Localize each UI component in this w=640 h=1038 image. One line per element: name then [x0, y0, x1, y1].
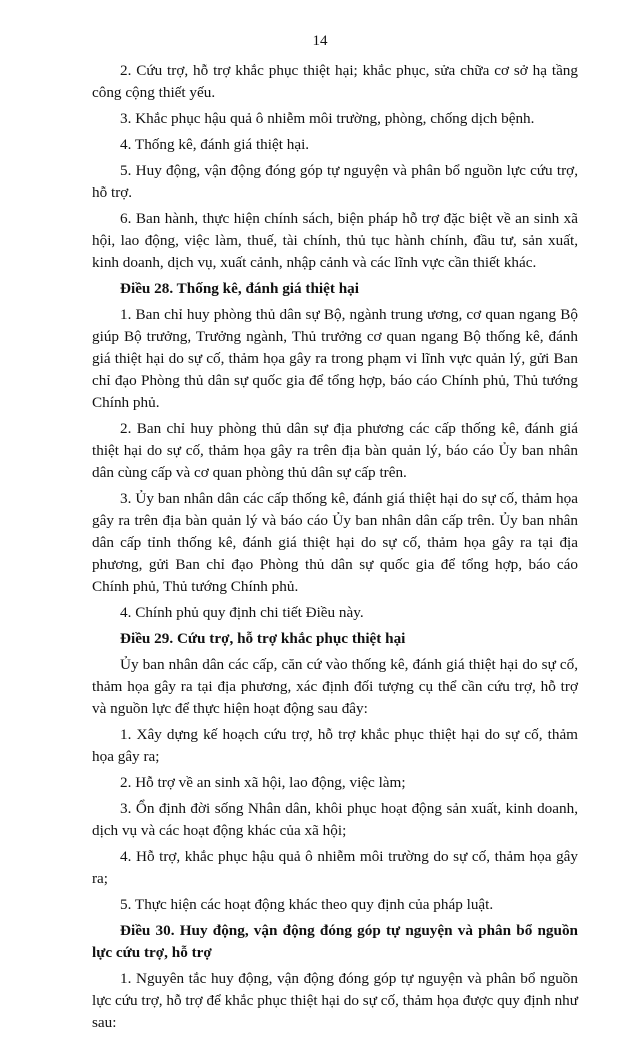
paragraph: 3. Ủy ban nhân dân các cấp thống kê, đánh giá thiệt hại do sự cố, thảm họa gây ra trên địa bàn quản lý và báo cáo Ủy ban nhân dân cấp trên. Ủy ban nhân dân cấp tỉnh thống kê, đánh giá thiệt hại do sự cố, thảm họa gây ra tại địa phương, gửi Ban chỉ đạo Phòng thủ dân sự quốc gia để tổng hợp, báo cáo Chính phủ, Thủ tướng Chính phủ.: [92, 490, 578, 595]
paragraph: 6. Ban hành, thực hiện chính sách, biện pháp hỗ trợ đặc biệt về an sinh xã hội, lao động, việc làm, thuế, tài chính, thủ tục hành chính, đầu tư, sản xuất, kinh doanh, dịch vụ, xuất cảnh, nhập cảnh và các lĩnh vực cần thiết khác.: [92, 210, 578, 271]
article-heading: Điều 28. Thống kê, đánh giá thiệt hại: [120, 280, 359, 297]
paragraph: 2. Hỗ trợ về an sinh xã hội, lao động, việc làm;: [120, 774, 406, 791]
paragraph: 5. Huy động, vận động đóng góp tự nguyện và phân bổ nguồn lực cứu trợ, hỗ trợ.: [92, 162, 578, 201]
paragraph: 2. Ban chỉ huy phòng thủ dân sự địa phương các cấp thống kê, đánh giá thiệt hại do sự cố, thảm họa gây ra trên địa bàn quản lý, báo cáo Ủy ban nhân dân cùng cấp và cơ quan phòng thủ dân sự cấp trên.: [92, 420, 578, 481]
paragraph: 4. Hỗ trợ, khắc phục hậu quả ô nhiễm môi trường do sự cố, thảm họa gây ra;: [92, 848, 578, 887]
paragraph: 3. Khắc phục hậu quả ô nhiễm môi trường, phòng, chống dịch bệnh.: [120, 110, 535, 127]
paragraph: 5. Thực hiện các hoạt động khác theo quy định của pháp luật.: [120, 896, 494, 913]
paragraph: 1. Ban chỉ huy phòng thủ dân sự Bộ, ngành trung ương, cơ quan ngang Bộ giúp Bộ trưởng, Trưởng ngành, Thủ trưởng cơ quan ngang Bộ thống kê, đánh giá thiệt hại do sự cố, thảm họa gây ra trong phạm vi lĩnh vực quản lý, gửi Ban chỉ đạo Phòng thủ dân sự quốc gia để tổng hợp, báo cáo Chính phủ, Thủ tướng Chính phủ.: [92, 306, 578, 411]
paragraph: Ủy ban nhân dân các cấp, căn cứ vào thống kê, đánh giá thiệt hại do sự cố, thảm họa gây ra tại địa phương, xác định đối tượng cụ thể cần cứu trợ, hỗ trợ và nguồn lực để thực hiện hoạt động sau đây:: [92, 656, 578, 717]
paragraph: 4. Chính phủ quy định chi tiết Điều này.: [120, 604, 364, 621]
article-heading: Điều 30. Huy động, vận động đóng góp tự nguyện và phân bổ nguồn lực cứu trợ, hỗ trợ: [92, 922, 578, 961]
document-body: [92, 60, 578, 1038]
paragraph: 1. Xây dựng kế hoạch cứu trợ, hỗ trợ khắc phục thiệt hại do sự cố, thảm họa gây ra;: [92, 726, 578, 765]
article-heading: Điều 29. Cứu trợ, hỗ trợ khắc phục thiệt hại: [120, 630, 406, 647]
paragraph: 4. Thống kê, đánh giá thiệt hại.: [120, 136, 310, 153]
paragraph: 1. Nguyên tắc huy động, vận động đóng góp tự nguyện và phân bổ nguồn lực cứu trợ, hỗ trợ để khắc phục thiệt hại do sự cố, thảm họa được quy định như sau:: [92, 970, 578, 1031]
paragraph: 2. Cứu trợ, hỗ trợ khắc phục thiệt hại; khắc phục, sửa chữa cơ sở hạ tầng công cộng thiết yếu.: [92, 62, 578, 101]
paragraph: 3. Ổn định đời sống Nhân dân, khôi phục hoạt động sản xuất, kinh doanh, dịch vụ và các hoạt động khác của xã hội;: [92, 800, 578, 839]
page-number: 14: [312, 33, 328, 49]
